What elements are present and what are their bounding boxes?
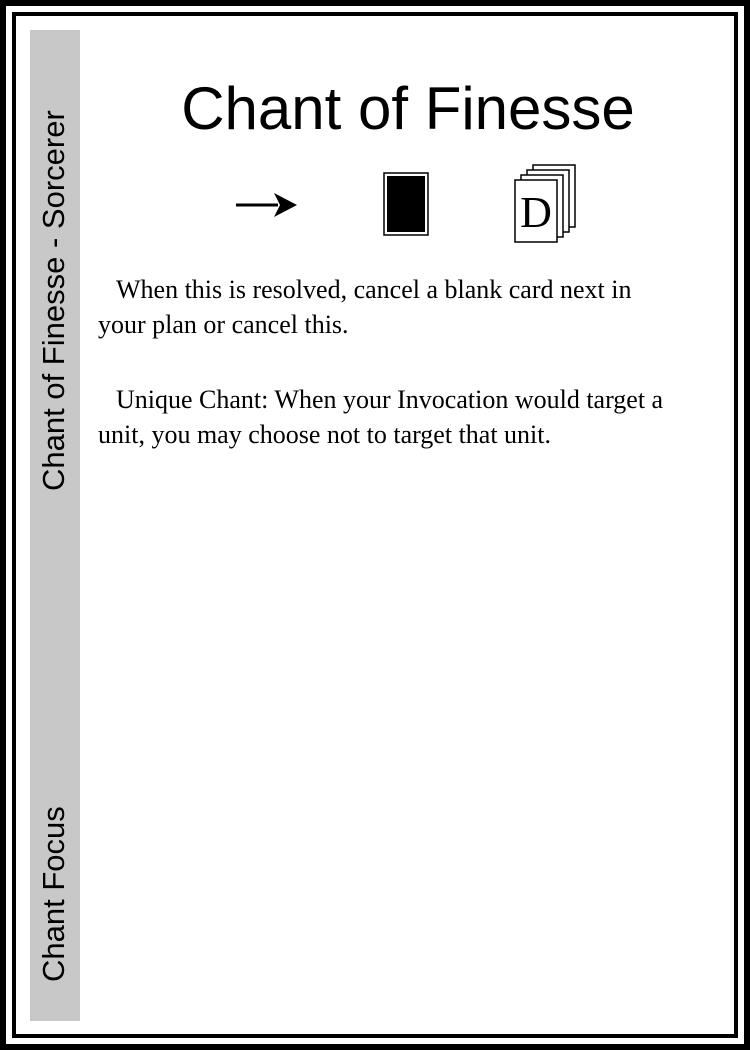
rules-paragraph-unique-chant: Unique Chant: When your Invocation would target a unit, you may choose not to target that unit. — [98, 385, 664, 449]
rules-text — [98, 272, 678, 492]
right-arrow-icon — [234, 190, 298, 220]
rules-paragraph-resolve: When this is resolved, cancel a blank card next in your plan or cancel this. — [98, 275, 632, 339]
side-label-card-name: Chant of Finesse - Sorcerer — [36, 110, 71, 491]
card-face — [16, 16, 734, 1034]
deck-letter: D — [520, 188, 552, 237]
deck-icon — [513, 163, 577, 245]
card-title: Chant of Finesse — [181, 75, 635, 142]
blank-card-icon — [383, 172, 429, 236]
side-label-card-type: Chant Focus — [36, 806, 71, 982]
